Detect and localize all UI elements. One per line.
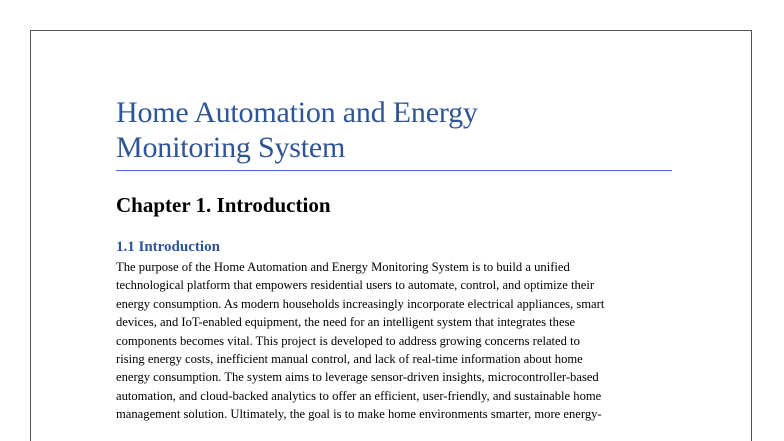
- paragraph-line: management solution. Ultimately, the goal is to make home environments smarter, more energy-: [116, 407, 602, 422]
- paragraph-line: energy consumption. The system aims to leverage sensor-driven insights, microcontroller-based: [116, 370, 599, 385]
- document-page: [30, 30, 752, 441]
- document-title: [116, 95, 672, 165]
- body-paragraph: [116, 258, 672, 424]
- paragraph-line: The purpose of the Home Automation and Energy Monitoring System is to build a unified: [116, 260, 570, 274]
- chapter-heading: Chapter 1. Introduction: [116, 193, 331, 217]
- paragraph-line: components becomes vital. This project is developed to address growing concerns related to: [116, 333, 580, 348]
- paragraph-line: devices, and IoT-enabled equipment, the need for an intelligent system that integrates these: [116, 315, 576, 330]
- section-heading: 1.1 Introduction: [116, 239, 220, 255]
- paragraph-line: automation, and cloud-backed analytics to offer an efficient, user-friendly, and sustainable home: [116, 388, 602, 403]
- document-title-line: Monitoring System: [116, 131, 346, 164]
- paragraph-line: energy consumption. As modern households increasingly incorporate electrical appliances, smart: [116, 296, 605, 311]
- title-underline-rule: [116, 170, 672, 171]
- paragraph-line: technological platform that empowers residential users to automate, control, and optimize their: [116, 278, 595, 293]
- paragraph-line: rising energy costs, inefficient manual control, and lack of real-time information about home: [116, 352, 583, 367]
- document-title-line: Home Automation and Energy: [116, 96, 478, 129]
- document-content: [116, 95, 672, 424]
